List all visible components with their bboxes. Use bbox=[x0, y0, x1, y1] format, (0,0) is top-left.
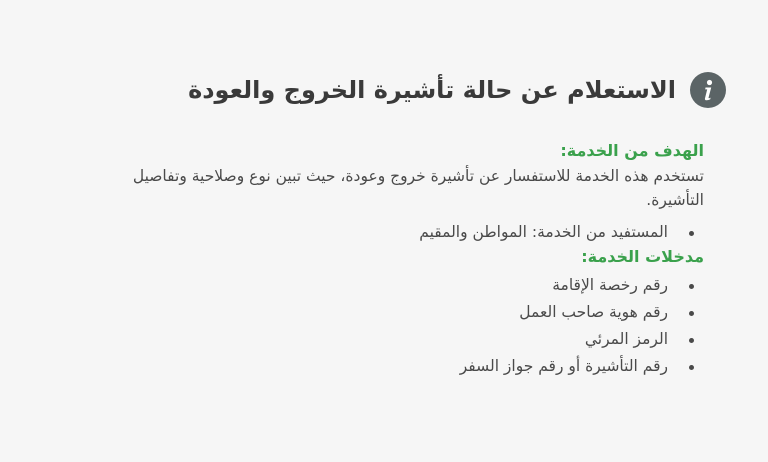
list-item-input: رقم هوية صاحب العمل bbox=[92, 299, 668, 326]
page-header bbox=[92, 72, 726, 108]
list-item-input: الرمز المرئي bbox=[92, 326, 668, 353]
goal-heading: الهدف من الخدمة: bbox=[560, 141, 704, 160]
service-details bbox=[92, 140, 704, 380]
info-icon bbox=[690, 72, 726, 108]
inputs-heading: مدخلات الخدمة: bbox=[581, 247, 704, 267]
list-item-beneficiary: المستفيد من الخدمة: المواطن والمقيم bbox=[92, 219, 668, 246]
inputs-list bbox=[92, 272, 704, 381]
page-title: الاستعلام عن حالة تأشيرة الخروج والعودة bbox=[188, 75, 676, 104]
list-item-input: رقم التأشيرة أو رقم جواز السفر bbox=[92, 353, 668, 380]
list-item-input: رقم رخصة الإقامة bbox=[92, 272, 668, 299]
goal-description: تستخدم هذه الخدمة للاستفسار عن تأشيرة خروج وعودة، حيث تبين نوع وصلاحية وتفاصيل التأشيرة. bbox=[132, 166, 704, 210]
beneficiary-list bbox=[92, 219, 704, 246]
